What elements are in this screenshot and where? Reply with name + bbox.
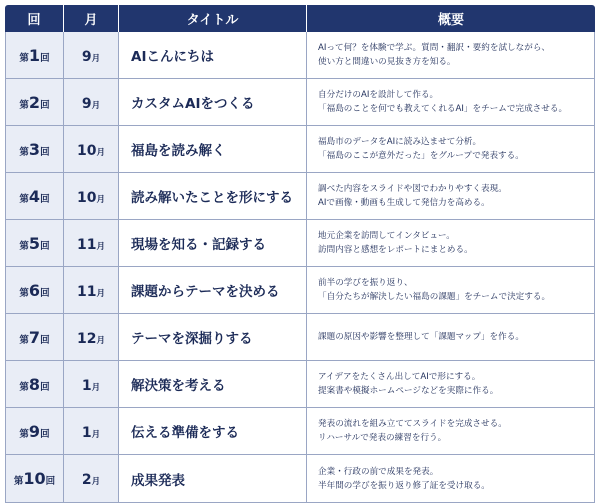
table-row: [5, 314, 595, 361]
month-suffix: 月: [96, 241, 105, 252]
session-number: 10: [23, 469, 46, 488]
session-title: 読み解いたことを形にする: [119, 173, 307, 220]
session-title: 福島を読み解く: [119, 126, 307, 173]
month-number: 11: [77, 283, 97, 300]
session-summary: [307, 455, 595, 503]
session-title: 現場を知る・記録する: [119, 220, 307, 267]
session-number-cell: [5, 79, 64, 126]
session-suffix: 回: [40, 240, 50, 252]
session-summary: [307, 79, 595, 126]
session-number: 8: [28, 374, 41, 394]
session-suffix: 回: [40, 428, 50, 440]
session-summary: [307, 173, 595, 220]
session-number-cell: [5, 32, 64, 79]
header-row: [5, 5, 595, 32]
session-number-cell: [5, 455, 64, 503]
month-suffix: 月: [91, 429, 101, 440]
summary-line: 「福島のここが意外だった」をグループで発表する。: [318, 151, 524, 161]
session-number: 3: [28, 139, 41, 159]
session-prefix: 第: [19, 146, 29, 158]
session-title: AIこんにちは: [119, 32, 307, 79]
session-number: 7: [28, 327, 41, 347]
table-row: [5, 32, 595, 79]
session-prefix: 第: [19, 52, 29, 64]
session-prefix: 第: [19, 428, 29, 440]
session-title: 解決策を考える: [119, 361, 307, 408]
session-number-cell: [5, 361, 64, 408]
month-number: 9: [81, 95, 92, 112]
month-suffix: 月: [91, 53, 101, 64]
header-month: 月: [64, 5, 119, 32]
month-number: 1: [81, 424, 92, 441]
month-suffix: 月: [91, 477, 101, 487]
session-prefix: 第: [19, 99, 29, 111]
session-prefix: 第: [19, 193, 29, 205]
course-schedule-table: [5, 5, 595, 503]
month-cell: [64, 126, 119, 173]
session-title: 成果発表: [119, 455, 307, 503]
session-suffix: 回: [40, 99, 50, 111]
summary-line: 使い方と間違いの見抜き方を知る。: [318, 57, 456, 67]
table-row: [5, 408, 595, 455]
month-suffix: 月: [96, 194, 105, 205]
session-suffix: 回: [40, 193, 50, 205]
session-prefix: 第: [19, 381, 29, 393]
session-number-cell: [5, 408, 64, 455]
summary-line: AIって何？を体験で学ぶ。質問・翻訳・要約を試しながら、: [318, 43, 551, 53]
session-summary: [307, 267, 595, 314]
session-number: 2: [28, 92, 41, 112]
month-number: 10: [77, 189, 97, 206]
session-number-cell: [5, 220, 64, 267]
month-number: 10: [77, 142, 97, 159]
table-row: [5, 220, 595, 267]
summary-line: 発表の流れを組み立ててスライドを完成させる。: [318, 419, 507, 429]
month-number: 1: [81, 377, 92, 394]
session-number: 5: [28, 233, 41, 253]
summary-line: 地元企業を訪問してインタビュー。: [318, 231, 455, 241]
summary-line: 企業・行政の前で成果を発表。: [318, 466, 439, 477]
month-cell: [64, 455, 119, 503]
table-row: [5, 173, 595, 220]
session-number: 4: [28, 186, 41, 206]
summary-line: アイデアをたくさん出してAIで形にする。: [318, 372, 481, 382]
summary-line: 前半の学びを振り返り、: [318, 278, 413, 288]
summary-line: 福島市のデータをAIに読み込ませて分析。: [318, 137, 482, 147]
month-suffix: 月: [96, 147, 105, 158]
session-number-cell: [5, 314, 64, 361]
summary-line: 自分だけのAIを設計して作る。: [318, 90, 439, 100]
month-suffix: 月: [91, 382, 101, 393]
table-row: [5, 361, 595, 408]
session-suffix: 回: [40, 381, 50, 393]
session-suffix: 回: [40, 287, 50, 299]
summary-line: 提案書や模擬ホームページなどを実際に作る。: [318, 386, 499, 396]
month-cell: [64, 220, 119, 267]
month-suffix: 月: [96, 288, 105, 299]
session-summary: [307, 361, 595, 408]
header-summary: 概要: [307, 5, 595, 32]
session-number-cell: [5, 173, 64, 220]
month-suffix: 月: [96, 335, 105, 346]
session-number: 6: [28, 280, 41, 300]
session-number: 9: [28, 421, 41, 441]
session-summary: [307, 220, 595, 267]
session-summary: [307, 126, 595, 173]
month-number: 12: [77, 330, 97, 347]
session-suffix: 回: [40, 334, 50, 346]
month-cell: [64, 314, 119, 361]
month-cell: [64, 361, 119, 408]
session-summary: [307, 314, 595, 361]
session-title: 課題からテーマを決める: [119, 267, 307, 314]
session-prefix: 第: [19, 240, 29, 252]
month-cell: [64, 173, 119, 220]
session-suffix: 回: [40, 52, 50, 64]
session-prefix: 第: [19, 287, 29, 299]
summary-line: 「自分たちが解決したい福島の課題」をチームで決定する。: [318, 292, 551, 302]
summary-line: リハーサルで発表の練習を行う。: [318, 433, 447, 443]
summary-line: 「福島のことを何でも教えてくれるAI」をチームで完成させる。: [318, 104, 568, 114]
header-title: タイトル: [119, 5, 307, 32]
session-title: カスタムAIをつくる: [119, 79, 307, 126]
table-row: [5, 267, 595, 314]
header-session: 回: [5, 5, 64, 32]
month-number: 9: [81, 48, 92, 65]
month-suffix: 月: [91, 100, 101, 111]
month-cell: [64, 267, 119, 314]
session-number: 1: [28, 45, 41, 65]
summary-line: 課題の原因や影響を整理して「課題マップ」を作る。: [318, 332, 524, 342]
session-suffix: 回: [40, 146, 50, 158]
month-cell: [64, 32, 119, 79]
session-number-cell: [5, 126, 64, 173]
table-row: [5, 455, 595, 503]
session-summary: [307, 408, 595, 455]
session-prefix: 第: [13, 476, 24, 487]
month-number: 11: [77, 236, 97, 253]
session-summary: [307, 32, 595, 79]
summary-line: 調べた内容をスライドや図でわかりやすく表現。: [318, 184, 507, 194]
summary-line: AIで画像・動画も生成して発信力を高める。: [318, 198, 490, 208]
session-suffix: 回: [45, 476, 56, 487]
month-cell: [64, 79, 119, 126]
table-row: [5, 79, 595, 126]
month-cell: [64, 408, 119, 455]
table-row: [5, 126, 595, 173]
session-title: 伝える準備をする: [119, 408, 307, 455]
session-prefix: 第: [19, 334, 29, 346]
summary-line: 半年間の学びを振り返り修了証を受け取る。: [318, 480, 490, 491]
month-number: 2: [81, 472, 92, 488]
summary-line: 訪問内容と感想をレポートにまとめる。: [318, 245, 473, 255]
session-title: テーマを深掘りする: [119, 314, 307, 361]
session-number-cell: [5, 267, 64, 314]
